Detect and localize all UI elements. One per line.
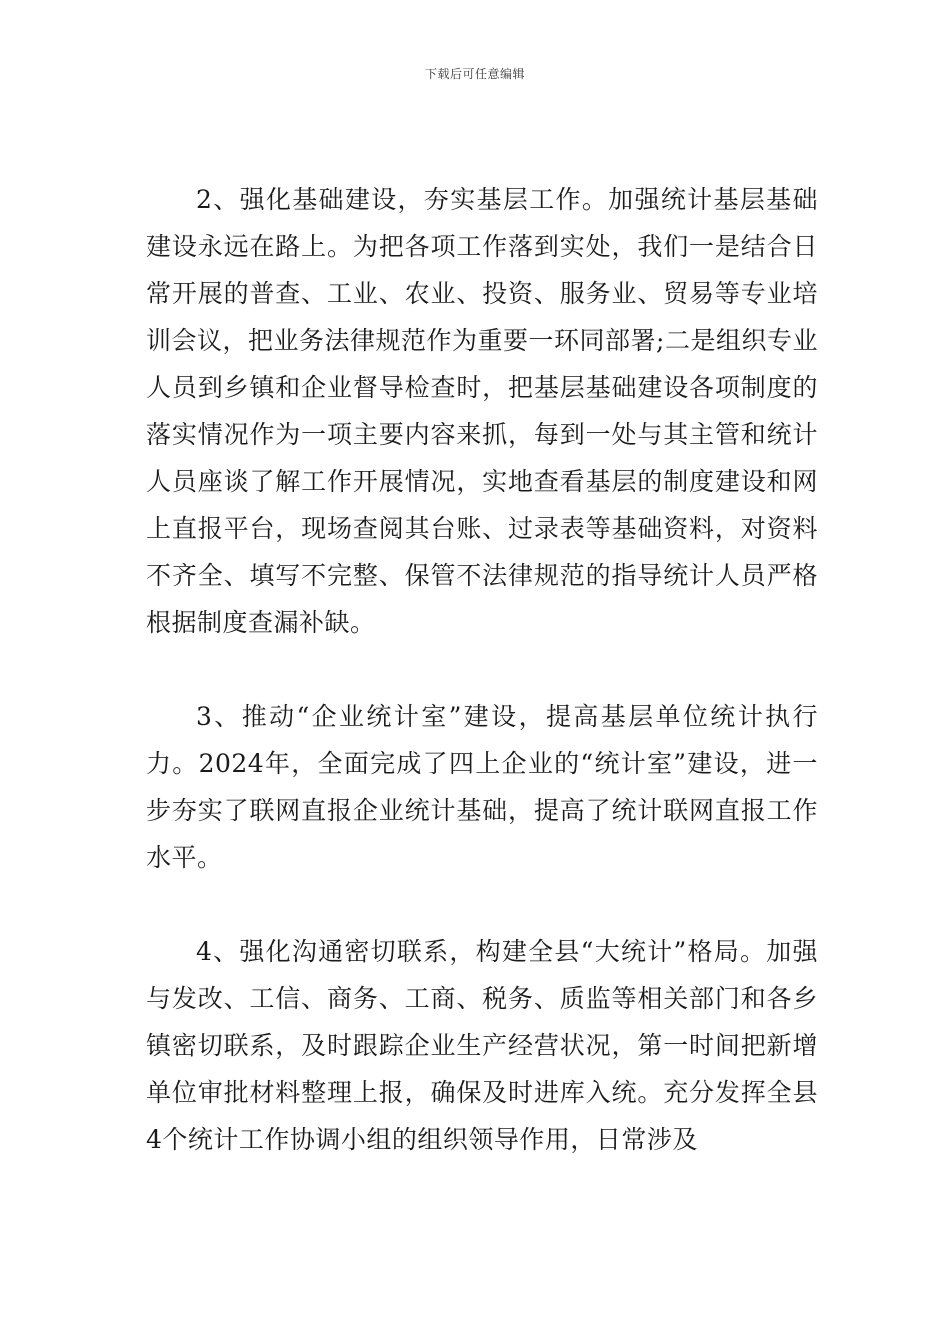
document-body xyxy=(146,176,818,1163)
paragraph-section-4: 4、强化沟通密切联系，构建全县“大统计”格局。加强与发改、工信、商务、工商、税务、质监等相关部门和各乡镇密切联系，及时跟踪企业生产经营状况，第一时间把新增单位审批材料整理上报，确保及时进库入统。充分发挥全县4个统计工作协调小组的组织领导作用，日常涉及 xyxy=(146,937,818,1154)
page-header-note: 下载后可任意编辑 xyxy=(424,67,525,81)
paragraph-section-2: 2、强化基础建设，夯实基层工作。加强统计基层基础建设永远在路上。为把各项工作落到实处，我们一是结合日常开展的普查、工业、农业、投资、服务业、贸易等专业培训会议，把业务法律规范作为重要一环同部署;二是组织专业人员到乡镇和企业督导检查时，把基层基础建设各项制度的落实情况作为一项主要内容来抓，每到一处与其主管和统计人员座谈了解工作开展情况，实地查看基层的制度建设和网上直报平台，现场查阅其台账、过录表等基础资料，对资料不齐全、填写不完整、保管不法律规范的指导统计人员严格根据制度查漏补缺。 xyxy=(146,185,818,637)
paragraph-section-3: 3、推动“企业统计室”建设，提高基层单位统计执行力。2024年，全面完成了四上企业的“统计室”建设，进一步夯实了联网直报企业统计基础，提高了统计联网直报工作水平。 xyxy=(146,702,818,872)
